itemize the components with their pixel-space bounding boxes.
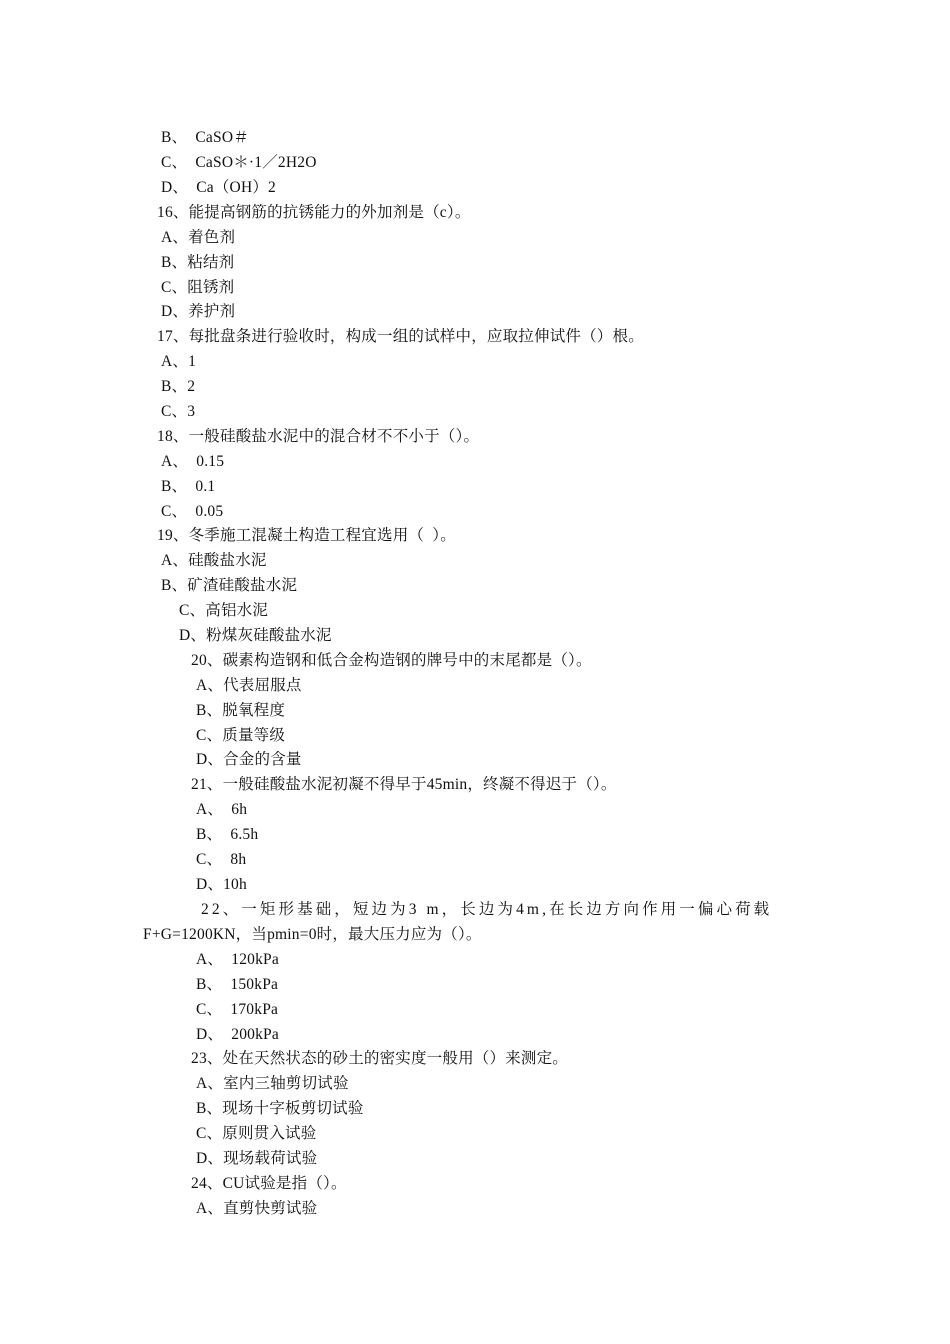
option-line: B、2: [161, 378, 196, 395]
question-19: 19、冬季施工混凝土构造工程宜选用（ ）。: [157, 527, 456, 544]
option-line: C、高铝水泥: [179, 602, 269, 619]
option-line: A、硅酸盐水泥: [161, 552, 267, 569]
option-line: A、 6h: [196, 801, 248, 818]
question-21: 21、一般硅酸盐水泥初凝不得早于45min，终凝不得迟于（）。: [191, 776, 617, 793]
option-line: B、现场十字板剪切试验: [196, 1100, 364, 1117]
option-line: A、 120kPa: [196, 951, 279, 968]
option-line: C、 8h: [196, 851, 247, 868]
option-line: C、原则贯入试验: [196, 1125, 317, 1142]
option-line: A、着色剂: [161, 229, 236, 246]
question-22-continued: F+G=1200KN，当pmin=0时，最大压力应为（）。: [143, 926, 482, 943]
option-line: A、室内三轴剪切试验: [196, 1075, 349, 1092]
option-line: B、矿渣硅酸盐水泥: [161, 577, 298, 594]
question-23: 23、处在天然状态的砂土的密实度一般用（）来测定。: [191, 1050, 569, 1067]
option-line: D、现场载荷试验: [196, 1150, 318, 1167]
question-22: 22、一矩形基础，短边为3 m，长边为4m,在长边方向作用一偏心荷载: [201, 901, 773, 918]
option-line: D、养护剂: [161, 303, 236, 320]
question-24: 24、CU试验是指（）。: [191, 1175, 347, 1192]
option-line: D、 Ca（OH）2: [161, 179, 276, 196]
option-line: B、 CaSO＃: [161, 129, 249, 146]
question-20: 20、碳素构造钢和低合金构造钢的牌号中的末尾都是（）。: [191, 652, 592, 669]
option-line: A、代表屈服点: [196, 677, 302, 694]
option-line: B、粘结剂: [161, 254, 235, 271]
option-line: B、 150kPa: [196, 976, 279, 993]
question-17: 17、每批盘条进行验收时，构成一组的试样中，应取拉伸试件（）根。: [157, 328, 644, 345]
option-line: C、3: [161, 403, 196, 420]
option-line: C、 CaSO＊·1／2H2O: [161, 154, 317, 171]
option-line: A、1: [161, 353, 197, 370]
option-line: D、 200kPa: [196, 1026, 279, 1043]
option-line: D、10h: [196, 876, 247, 893]
option-line: D、合金的含量: [196, 751, 302, 768]
option-line: C、阻锈剂: [161, 279, 235, 296]
option-line: B、 6.5h: [196, 826, 259, 843]
option-line: A、直剪快剪试验: [196, 1200, 318, 1217]
option-line: D、粉煤灰硅酸盐水泥: [179, 627, 332, 644]
option-line: C、质量等级: [196, 727, 286, 744]
option-line: B、脱氧程度: [196, 702, 286, 719]
option-line: B、 0.1: [161, 478, 216, 495]
option-line: C、 170kPa: [196, 1001, 279, 1018]
option-line: C、 0.05: [161, 503, 224, 520]
option-line: A、 0.15: [161, 453, 225, 470]
question-18: 18、一般硅酸盐水泥中的混合材不不小于（）。: [157, 428, 480, 445]
question-16: 16、能提高钢筋的抗锈能力的外加剂是（c）。: [157, 204, 471, 221]
